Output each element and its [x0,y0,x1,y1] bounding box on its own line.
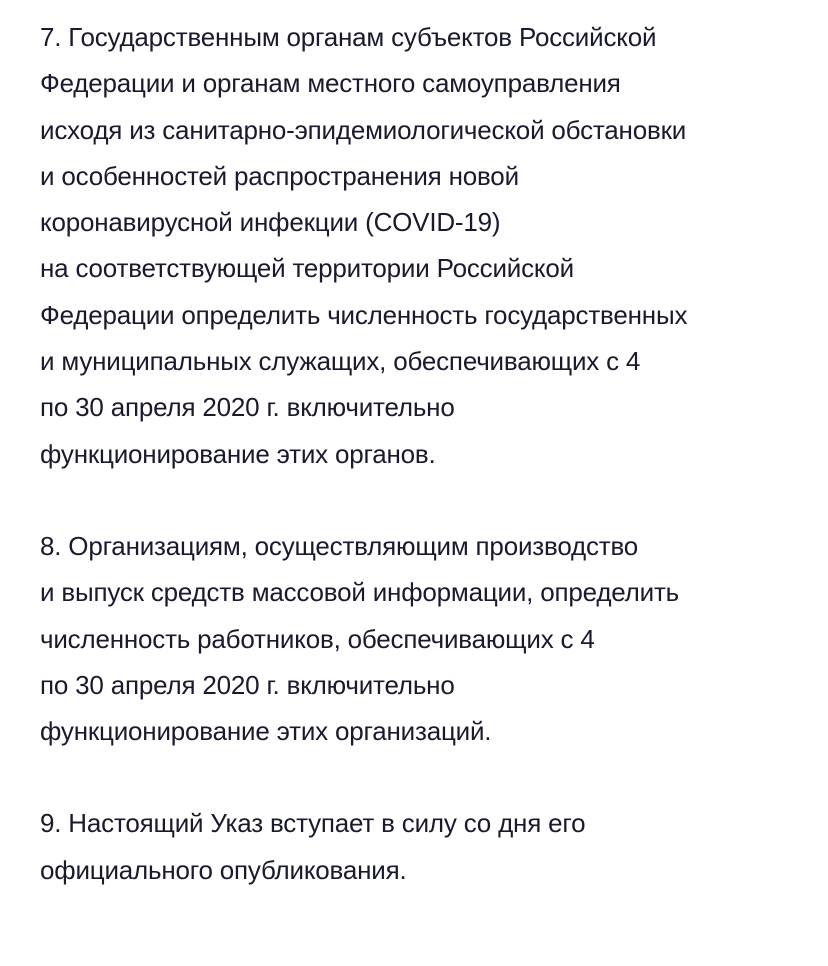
paragraph-9 [40,800,820,893]
text-line: по 30 апреля 2020 г. включительно [40,392,455,423]
document-body [40,14,820,939]
text-line: и выпуск средств массовой информации, определить [40,577,680,608]
text-line: 8. Организациям, осуществляющим производство [40,530,639,561]
text-line: на соответствующей территории Российской [40,253,574,284]
paragraph-8 [40,523,820,754]
text-line: функционирование этих органов. [40,438,436,469]
text-line: и муниципальных служащих, обеспечивающих с 4 [40,346,641,377]
text-line: численность работников, обеспечивающих с 4 [40,623,595,654]
text-line: по 30 апреля 2020 г. включительно [40,669,455,700]
text-line: функционирование этих организаций. [40,716,492,747]
text-line: Федерации определить численность государственных [40,299,688,330]
text-line: коронавирусной инфекции (COVID-19) [40,207,501,238]
text-line: 9. Настоящий Указ вступает в силу со дня его [40,808,586,839]
text-line: и особенностей распространения новой [40,160,519,191]
text-line: 7. Государственным органам субъектов Российской [40,22,657,52]
text-line: Федерации и органам местного самоуправления [40,68,621,99]
text-line: официального опубликования. [40,854,407,885]
text-line: исходя из санитарно-эпидемиологической обстановки [40,114,687,145]
paragraph-7 [40,14,820,477]
